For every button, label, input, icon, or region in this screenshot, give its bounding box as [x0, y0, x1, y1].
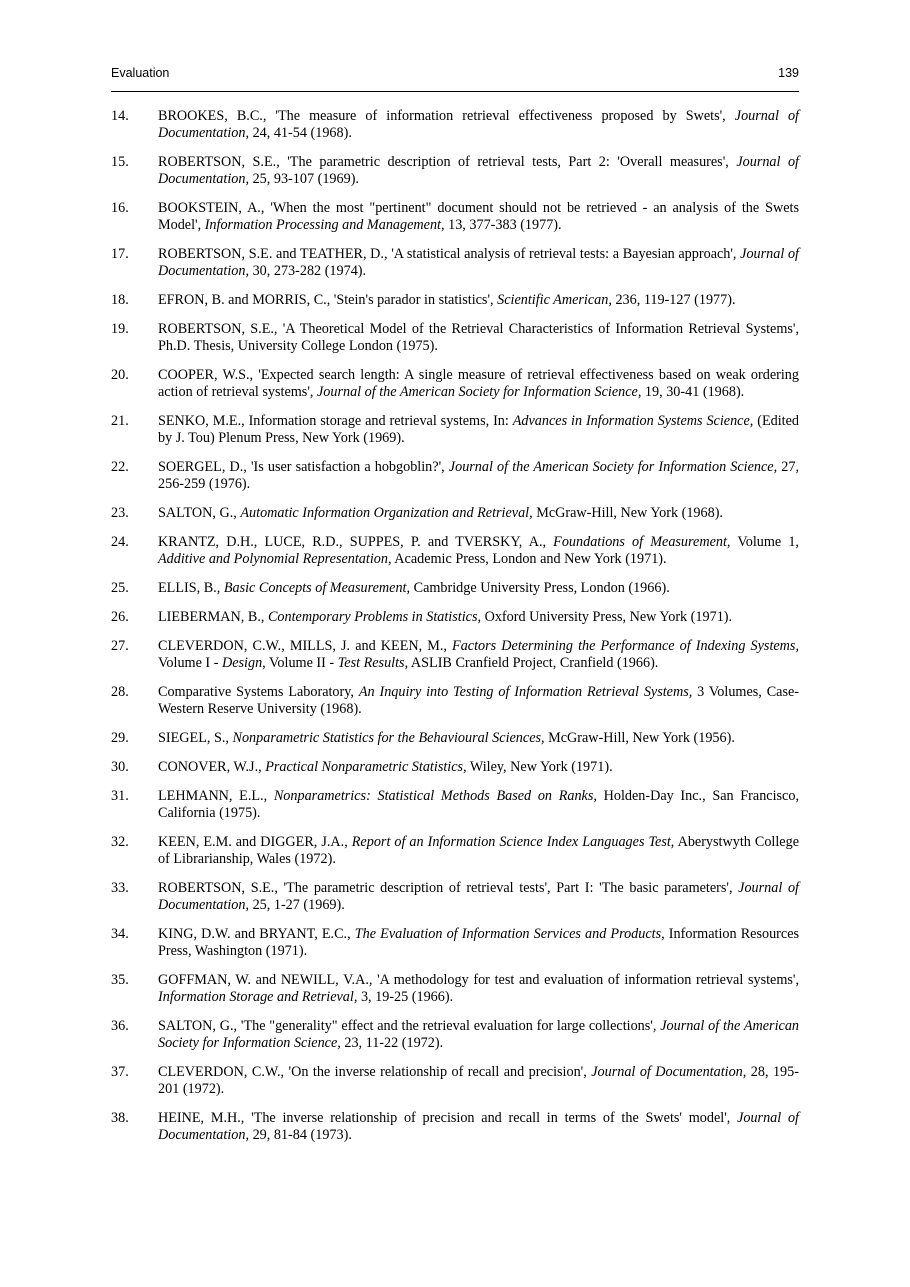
reference-item	[111, 580, 799, 597]
reference-text-segment: McGraw-Hill, New York (1956).	[544, 730, 735, 746]
reference-text	[158, 609, 799, 626]
reference-text-segment: ASLIB Cranfield Project, Cranfield (1966).	[408, 655, 659, 671]
reference-text-segment: SALTON, G.,	[158, 505, 241, 521]
reference-item	[111, 788, 799, 822]
reference-text	[158, 1110, 799, 1144]
reference-text-segment: SOERGEL, D., 'Is user satisfaction a hobgoblin?',	[158, 459, 449, 475]
reference-text	[158, 926, 799, 960]
reference-text-segment: Oxford University Press, New York (1971).	[481, 609, 733, 625]
reference-text	[158, 534, 799, 568]
reference-item	[111, 154, 799, 188]
reference-title-italic: Journal of Documentation,	[591, 1064, 747, 1080]
reference-text	[158, 505, 799, 522]
reference-text	[158, 834, 799, 868]
reference-number: 17.	[111, 246, 129, 262]
reference-text-segment: SALTON, G., 'The "generality" effect and the retrieval evaluation for large collections',	[158, 1018, 661, 1034]
reference-text-segment: Volume 1,	[730, 534, 799, 550]
reference-text-segment: GOFFMAN, W. and NEWILL, V.A., 'A methodology for test and evaluation of information retrieval systems',	[158, 972, 799, 988]
reference-text-segment: ROBERTSON, S.E., 'The parametric description of retrieval tests, Part 2: 'Overall measures',	[158, 154, 737, 170]
reference-number: 31.	[111, 788, 129, 804]
reference-item	[111, 321, 799, 355]
reference-text	[158, 413, 799, 447]
reference-title-italic: Journal of Documentation,	[158, 154, 800, 187]
reference-text	[158, 321, 799, 355]
reference-text-segment: Information Resources Press, Washington (1971).	[158, 926, 800, 959]
reference-title-italic: Journal of Documentation,	[158, 880, 799, 913]
reference-title-italic: Journal of the American Society for Information Science,	[158, 1018, 800, 1051]
reference-text-segment: Volume I -	[158, 655, 222, 671]
reference-text-segment: ELLIS, B.,	[158, 580, 224, 596]
reference-text-segment: Wiley, New York (1971).	[466, 759, 613, 775]
reference-title-italic: Journal of the American Society for Information Science,	[316, 384, 642, 400]
reference-text-segment: LIEBERMAN, B.,	[158, 609, 268, 625]
reference-text	[158, 730, 799, 747]
reference-item	[111, 684, 799, 718]
reference-title-italic: Journal of Documentation,	[158, 108, 799, 141]
reference-item	[111, 730, 799, 747]
reference-item	[111, 413, 799, 447]
reference-text	[158, 154, 799, 188]
reference-item	[111, 972, 799, 1006]
reference-text-segment: ROBERTSON, S.E., 'The parametric description of retrieval tests', Part I: 'The basic parameters',	[158, 880, 739, 896]
reference-text-segment: CLEVERDON, C.W., MILLS, J. and KEEN, M.,	[158, 638, 453, 654]
reference-item	[111, 108, 799, 142]
reference-number: 37.	[111, 1064, 129, 1080]
reference-text-segment: 25, 1-27 (1969).	[249, 897, 345, 913]
reference-text	[158, 972, 799, 1006]
reference-number: 19.	[111, 321, 129, 337]
reference-text	[158, 108, 799, 142]
reference-title-italic: Information Processing and Management,	[204, 217, 445, 233]
reference-item	[111, 834, 799, 868]
reference-text-segment: LEHMANN, E.L.,	[158, 788, 274, 804]
reference-text	[158, 200, 799, 234]
reference-item	[111, 200, 799, 234]
page-header	[111, 66, 799, 84]
reference-text	[158, 580, 799, 597]
reference-text-segment: 24, 41-54 (1968).	[249, 125, 352, 141]
reference-text-segment: COOPER, W.S., 'Expected search length: A single measure of retrieval effectiveness based on weak ordering action of retrieval systems',	[158, 367, 799, 400]
reference-text	[158, 459, 799, 493]
reference-number: 20.	[111, 367, 129, 383]
reference-text-segment: 3, 19-25 (1966).	[357, 989, 454, 1005]
reference-text-segment: 28, 195-201 (1972).	[158, 1064, 799, 1097]
reference-text-segment: KING, D.W. and BRYANT, E.C.,	[158, 926, 355, 942]
reference-text-segment: KEEN, E.M. and DIGGER, J.A.,	[158, 834, 352, 850]
reference-title-italic: Basic Concepts of Measurement,	[223, 580, 411, 596]
reference-title-italic: Report of an Information Science Index Languages Test,	[351, 834, 675, 850]
reference-number: 38.	[111, 1110, 129, 1126]
reference-text-segment: Academic Press, London and New York (1971).	[391, 551, 667, 567]
reference-text	[158, 788, 799, 822]
reference-number: 16.	[111, 200, 129, 216]
reference-text-segment: Cambridge University Press, London (1966).	[410, 580, 670, 596]
reference-number: 34.	[111, 926, 129, 942]
reference-title-italic: Automatic Information Organization and Retrieval,	[240, 505, 533, 521]
reference-item	[111, 505, 799, 522]
reference-title-italic: Advances in Information Systems Science,	[512, 413, 754, 429]
reference-title-italic: Practical Nonparametric Statistics,	[265, 759, 467, 775]
reference-text-segment: BROOKES, B.C., 'The measure of information retrieval effectiveness proposed by Swets',	[158, 108, 735, 124]
reference-item	[111, 246, 799, 280]
reference-text	[158, 638, 799, 672]
reference-item	[111, 759, 799, 776]
reference-text-segment: 25, 93-107 (1969).	[249, 171, 359, 187]
reference-item	[111, 880, 799, 914]
reference-text	[158, 684, 799, 718]
reference-item	[111, 1110, 799, 1144]
reference-title-italic: Journal of Documentation,	[158, 246, 799, 279]
reference-number: 33.	[111, 880, 129, 896]
reference-title-italic: Journal of the American Society for Information Science,	[448, 459, 778, 475]
reference-text	[158, 1018, 799, 1052]
reference-text-segment: 13, 377-383 (1977).	[444, 217, 562, 233]
reference-title-italic: Journal of Documentation,	[158, 1110, 799, 1143]
reference-text	[158, 759, 799, 776]
reference-title-italic: An Inquiry into Testing of Information Retrieval Systems,	[358, 684, 693, 700]
reference-number: 14.	[111, 108, 129, 124]
reference-title-italic: Test Results,	[337, 655, 409, 671]
reference-text-segment: SENKO, M.E., Information storage and retrieval systems, In:	[158, 413, 513, 429]
reference-text-segment: KRANTZ, D.H., LUCE, R.D., SUPPES, P. and TVERSKY, A.,	[158, 534, 554, 550]
reference-title-italic: Scientific American,	[497, 292, 612, 308]
reference-text-segment: SIEGEL, S.,	[158, 730, 233, 746]
reference-item	[111, 926, 799, 960]
reference-text	[158, 1064, 799, 1098]
reference-item	[111, 534, 799, 568]
reference-title-italic: Design,	[221, 655, 266, 671]
reference-text-segment: Comparative Systems Laboratory,	[158, 684, 359, 700]
reference-title-italic: Nonparametric Statistics for the Behavioural Sciences,	[232, 730, 545, 746]
reference-title-italic: Nonparametrics: Statistical Methods Based on Ranks,	[273, 788, 597, 804]
running-title: Evaluation	[111, 66, 170, 80]
reference-title-italic: Information Storage and Retrieval,	[158, 989, 358, 1005]
reference-item	[111, 1064, 799, 1098]
reference-text-segment: 27, 256-259 (1976).	[158, 459, 800, 492]
reference-text-segment: 30, 273-282 (1974).	[249, 263, 367, 279]
reference-text	[158, 367, 799, 401]
page-number: 139	[778, 66, 799, 80]
reference-number: 35.	[111, 972, 129, 988]
reference-text-segment: EFRON, B. and MORRIS, C., 'Stein's parador in statistics',	[158, 292, 498, 308]
reference-text-segment: 236, 119-127 (1977).	[611, 292, 736, 308]
reference-text-segment: Volume II -	[265, 655, 338, 671]
reference-number: 23.	[111, 505, 129, 521]
reference-text	[158, 246, 799, 280]
header-rule	[111, 91, 799, 92]
reference-number: 24.	[111, 534, 129, 550]
reference-title-italic: Foundations of Measurement,	[553, 534, 731, 550]
reference-number: 22.	[111, 459, 129, 475]
reference-title-italic: Factors Determining the Performance of Indexing Systems,	[452, 638, 799, 654]
reference-number: 28.	[111, 684, 129, 700]
reference-text-segment: CONOVER, W.J.,	[158, 759, 266, 775]
reference-text	[158, 880, 799, 914]
reference-text-segment: Holden-Day Inc., San Francisco, California (1975).	[158, 788, 799, 821]
reference-text-segment: (Edited by J. Tou) Plenum Press, New York (1969).	[158, 413, 799, 446]
reference-text-segment: 23, 11-22 (1972).	[340, 1035, 444, 1051]
reference-number: 18.	[111, 292, 129, 308]
reference-item	[111, 609, 799, 626]
reference-number: 32.	[111, 834, 129, 850]
reference-text-segment: ROBERTSON, S.E., 'A Theoretical Model of the Retrieval Characteristics of Information Retrieval Systems', Ph.D. Thesis, University College London (1975).	[158, 321, 799, 354]
reference-item	[111, 292, 799, 309]
reference-list	[111, 108, 799, 1156]
reference-text-segment: Aberystwyth College of Librarianship, Wales (1972).	[158, 834, 799, 867]
reference-item	[111, 638, 799, 672]
reference-text	[158, 292, 799, 309]
reference-text-segment: HEINE, M.H., 'The inverse relationship of precision and recall in terms of the Swets' model',	[158, 1110, 738, 1126]
reference-number: 25.	[111, 580, 129, 596]
reference-text-segment: 29, 81-84 (1973).	[249, 1127, 352, 1143]
reference-text-segment: BOOKSTEIN, A., 'When the most "pertinent" document should not be retrieved - an analysis of the Swets Model',	[158, 200, 799, 233]
reference-number: 36.	[111, 1018, 129, 1034]
reference-item	[111, 367, 799, 401]
reference-title-italic: Contemporary Problems in Statistics,	[267, 609, 482, 625]
reference-title-italic: The Evaluation of Information Services and Products,	[354, 926, 665, 942]
reference-text-segment: ROBERTSON, S.E. and TEATHER, D., 'A statistical analysis of retrieval tests: a Bayesian approach',	[158, 246, 741, 262]
reference-number: 29.	[111, 730, 129, 746]
reference-number: 27.	[111, 638, 129, 654]
reference-number: 30.	[111, 759, 129, 775]
reference-number: 21.	[111, 413, 129, 429]
reference-text-segment: CLEVERDON, C.W., 'On the inverse relationship of recall and precision',	[158, 1064, 592, 1080]
reference-item	[111, 1018, 799, 1052]
reference-title-italic: Additive and Polynomial Representation,	[158, 551, 392, 567]
reference-number: 26.	[111, 609, 129, 625]
reference-number: 15.	[111, 154, 129, 170]
reference-text-segment: 3 Volumes, Case-Western Reserve University (1968).	[158, 684, 799, 717]
reference-text-segment: McGraw-Hill, New York (1968).	[532, 505, 723, 521]
reference-item	[111, 459, 799, 493]
reference-text-segment: 19, 30-41 (1968).	[641, 384, 745, 400]
